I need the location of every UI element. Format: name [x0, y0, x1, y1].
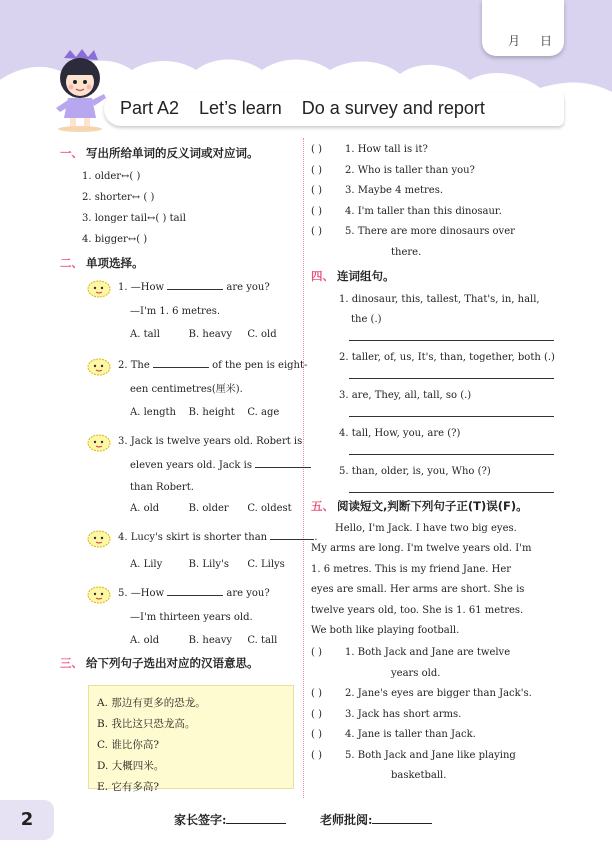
box-option-a: A. 那边有更多的恐龙。: [97, 697, 206, 709]
s3-item-3: ( ) 3. Maybe 4 metres.: [311, 181, 557, 202]
answer-line[interactable]: [349, 454, 554, 455]
s4-item-4: [339, 423, 557, 444]
passage-line: 1. 6 metres. This is my friend Jane. Her: [311, 563, 512, 575]
s5-item-3: ( ) 3. Jack has short arms.: [311, 705, 557, 726]
answer-blank[interactable]: [255, 457, 311, 468]
section-4-heading: [311, 269, 557, 284]
s2-question-3: [118, 430, 306, 520]
option-a: A. old: [130, 503, 160, 514]
s1-item-1: 1. older↔( ): [82, 171, 141, 182]
s3-item-5-cont: there.: [391, 246, 422, 258]
option-c: C. Lilys: [247, 559, 285, 570]
s5-item-5-cont: basketball.: [391, 770, 447, 782]
s2-q3-text-b: eleven years old. Jack is: [130, 460, 252, 471]
teacher-check-line[interactable]: [372, 812, 432, 824]
date-box: [482, 0, 564, 56]
s4-item-2: [339, 347, 557, 368]
section-1-heading: [60, 146, 306, 161]
option-b: B. heavy: [188, 635, 232, 646]
reading-passage: [311, 519, 557, 641]
option-c: C. oldest: [247, 503, 292, 514]
answer-blank[interactable]: [270, 529, 314, 540]
s2-q5-text-c: —I'm thirteen years old.: [130, 612, 253, 623]
s4-item-3-text: 3. are, They, all, tall, so (.): [339, 390, 472, 401]
s4-item-1: [339, 289, 557, 330]
answer-paren[interactable]: ( ): [311, 708, 322, 720]
bee-icon: [84, 355, 114, 377]
answer-line[interactable]: [349, 416, 554, 417]
section-3-number: 三、: [60, 656, 83, 670]
box-option-d: D. 大概四米。: [97, 760, 165, 772]
s4-item-4-text: 4. tall, How, you, are (?): [339, 428, 461, 439]
option-c: C. old: [247, 329, 277, 340]
passage-line: We both like playing football.: [311, 625, 460, 637]
s2-q4-text-b: .: [314, 532, 318, 543]
answer-paren[interactable]: ( ): [311, 226, 322, 237]
option-b: B. height: [188, 407, 235, 418]
answer-paren[interactable]: ( ): [311, 749, 322, 761]
answer-blank[interactable]: [153, 357, 209, 368]
section-2-heading: [60, 256, 306, 271]
s3-item-4: ( ) 4. I'm taller than this dinosaur.: [311, 202, 557, 223]
answer-paren[interactable]: ( ): [311, 164, 322, 176]
parent-signature-label: 家长签字:: [174, 813, 227, 827]
bee-icon: [84, 583, 114, 605]
section-4-number: 四、: [311, 269, 334, 283]
teacher-check: [320, 811, 432, 828]
s2-q2-text-c: een centimetres(厘米).: [130, 384, 243, 395]
s1-item-4: 4. bigger↔( ): [82, 234, 148, 245]
option-a: A. Lily: [130, 559, 163, 570]
s5-item-1: ( ) 1. Both Jack and Jane are twelve: [311, 643, 557, 664]
bee-icon: [84, 431, 114, 453]
option-c: C. tall: [247, 635, 278, 646]
left-column: [60, 142, 318, 793]
section-5-heading: [311, 499, 557, 514]
s4-item-3: [339, 385, 557, 406]
month-label: 月: [508, 34, 521, 48]
answer-paren[interactable]: ( ): [311, 647, 322, 659]
page-title: Part A2 Let’s learn Do a survey and report: [120, 98, 485, 118]
section-5-title: 阅读短文,判断下列句子正(T)误(F)。: [337, 499, 528, 513]
answer-blank[interactable]: [167, 585, 223, 596]
box-option-e: E. 它有多高?: [97, 781, 159, 793]
s1-item-3: 3. longer tail↔( ) tail: [82, 213, 186, 224]
s2-q2-text-a: 2. The: [118, 360, 150, 371]
s5-item-5: ( ) 5. Both Jack and Jane like playing: [311, 746, 557, 767]
answer-blank[interactable]: [167, 279, 223, 290]
section-1-number: 一、: [60, 146, 83, 160]
s4-item-2-text: 2. taller, of, us, It's, than, together, both (.): [339, 352, 555, 363]
passage-line: twelve years old, too. She is 1. 61 metres.: [311, 604, 524, 616]
s4-item-1-text-cont: the (.): [351, 314, 382, 325]
passage-line: eyes are small. Her arms are short. She is: [311, 584, 525, 596]
s2-q1-text-b: are you?: [226, 282, 270, 293]
s2-q5-text-a: 5. —How: [118, 588, 165, 599]
answer-paren[interactable]: ( ): [311, 205, 322, 217]
option-b: B. older: [188, 503, 229, 514]
s4-item-1-text: 1. dinosaur, this, tallest, That's, in, hall,: [339, 294, 540, 305]
box-option-c: C. 谁比你高?: [97, 739, 159, 751]
option-b: B. heavy: [188, 329, 232, 340]
s5-item-4: ( ) 4. Jane is taller than Jack.: [311, 725, 557, 746]
passage-line: My arms are long. I'm twelve years old. I'm: [311, 543, 532, 555]
option-b: B. Lily's: [188, 559, 229, 570]
s2-q1-text-a: 1. —How: [118, 282, 165, 293]
s4-item-5-text: 5. than, older, is, you, Who (?): [339, 466, 491, 477]
right-column: [311, 140, 557, 787]
s2-question-4: [118, 526, 318, 576]
section-2-number: 二、: [60, 256, 83, 270]
answer-paren[interactable]: ( ): [311, 185, 322, 196]
option-c: C. age: [247, 407, 280, 418]
s2-q3-text-a: 3. Jack is twelve years old. Robert is: [118, 436, 303, 447]
s2-q2-text-b: of the pen is eight-: [212, 360, 308, 371]
section-1-title: 写出所给单词的反义词或对应词。: [86, 146, 259, 160]
option-a: A. old: [130, 635, 160, 646]
answer-paren[interactable]: ( ): [311, 688, 322, 700]
section-3-heading: [60, 656, 306, 671]
s2-q1-text-c: —I'm 1. 6 metres.: [130, 306, 221, 317]
bee-icon: [84, 527, 114, 549]
s3-item-5: ( ) 5. There are more dinosaurs over: [311, 222, 557, 243]
page-number: 2: [0, 800, 54, 840]
box-option-b: B. 我比这只恐龙高。: [97, 718, 196, 730]
s2-q4-text-a: 4. Lucy's skirt is shorter than: [118, 532, 268, 543]
parent-signature: [174, 811, 286, 828]
section-3-title: 给下列句子选出对应的汉语意思。: [86, 656, 259, 670]
girl-mascot-icon: [50, 48, 110, 132]
s5-item-2: ( ) 2. Jane's eyes are bigger than Jack's.: [311, 684, 557, 705]
answer-paren[interactable]: ( ): [311, 144, 322, 155]
parent-signature-line[interactable]: [226, 812, 286, 824]
section-2-title: 单项选择。: [86, 256, 144, 270]
option-a: A. tall: [130, 329, 160, 340]
s2-q5-text-b: are you?: [226, 588, 270, 599]
answer-paren[interactable]: ( ): [311, 729, 322, 741]
s2-question-5: [118, 582, 306, 652]
s1-item-2: 2. shorter↔ ( ): [82, 192, 155, 203]
answer-line[interactable]: [349, 492, 554, 493]
s3-item-2: ( ) 2. Who is taller than you?: [311, 161, 557, 182]
bee-icon: [84, 277, 114, 299]
passage-line: Hello, I'm Jack. I have two big eyes.: [335, 523, 517, 534]
s5-item-1-cont: years old.: [391, 667, 441, 679]
answer-line[interactable]: [349, 378, 554, 379]
s2-q3-text-c: than Robert.: [130, 482, 194, 493]
section-4-title: 连词组句。: [337, 269, 395, 283]
s3-item-1: ( ) 1. How tall is it?: [311, 140, 557, 161]
teacher-check-label: 老师批阅:: [320, 813, 373, 827]
answer-line[interactable]: [349, 340, 554, 341]
day-label: 日: [540, 34, 553, 48]
s2-question-2: [118, 354, 306, 424]
s2-question-1: [118, 276, 306, 346]
option-a: A. length: [130, 407, 176, 418]
chinese-options-box: [88, 685, 294, 793]
section-5-number: 五、: [311, 499, 334, 513]
s4-item-5: [339, 461, 557, 482]
